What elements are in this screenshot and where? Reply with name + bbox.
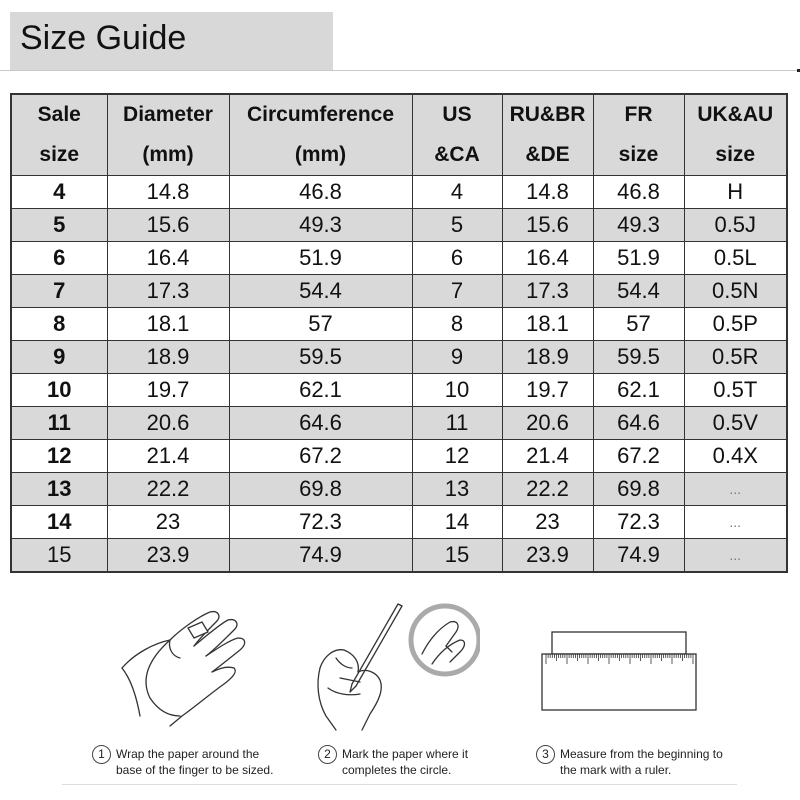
table-cell: 64.6 [229, 407, 412, 440]
column-header: RU&BR &DE [502, 94, 593, 176]
table-cell: 16.4 [502, 242, 593, 275]
step-text: Mark the paper where it completes the circle. [342, 747, 469, 777]
table-cell: 62.1 [229, 374, 412, 407]
table-cell: 0.5V [684, 407, 787, 440]
table-cell: 57 [229, 308, 412, 341]
table-row [11, 407, 787, 440]
table-cell: 64.6 [593, 407, 684, 440]
column-header: FR size [593, 94, 684, 176]
table-cell: 67.2 [593, 440, 684, 473]
table-row [11, 374, 787, 407]
table-cell: ... [684, 506, 787, 539]
table-cell: 18.9 [502, 341, 593, 374]
table-cell: 22.2 [107, 473, 229, 506]
column-header: UK&AU size [684, 94, 787, 176]
table-cell: 20.6 [107, 407, 229, 440]
table-cell: 5 [11, 209, 107, 242]
table-cell: 11 [11, 407, 107, 440]
table-cell: 18.9 [107, 341, 229, 374]
table-cell: 5 [412, 209, 502, 242]
table-cell: 59.5 [229, 341, 412, 374]
table-cell: ... [684, 473, 787, 506]
pen-mark-icon [300, 598, 480, 733]
table-cell: 4 [11, 176, 107, 209]
column-header: Sale size [11, 94, 107, 176]
column-header: Diameter (mm) [107, 94, 229, 176]
table-cell: 54.4 [593, 275, 684, 308]
step-text: Measure from the beginning to the mark with a ruler. [560, 747, 723, 777]
table-cell: 0.5N [684, 275, 787, 308]
table-cell: 18.1 [502, 308, 593, 341]
table-cell: 46.8 [593, 176, 684, 209]
table-cell: 15 [11, 539, 107, 573]
bottom-divider [62, 784, 737, 785]
table-cell: 20.6 [502, 407, 593, 440]
table-cell: H [684, 176, 787, 209]
table-cell: 51.9 [593, 242, 684, 275]
table-cell: 13 [412, 473, 502, 506]
table-cell: 9 [11, 341, 107, 374]
table-cell: 23 [107, 506, 229, 539]
table-cell: 8 [11, 308, 107, 341]
table-cell: 0.5L [684, 242, 787, 275]
ruler-icon [540, 598, 700, 733]
table-row [11, 275, 787, 308]
table-row [11, 209, 787, 242]
table-cell: 23 [502, 506, 593, 539]
table-cell: 7 [412, 275, 502, 308]
hand-wrap-icon [110, 598, 260, 733]
table-cell: 21.4 [502, 440, 593, 473]
table-cell: 15.6 [502, 209, 593, 242]
table-body [11, 176, 787, 573]
table-cell: 46.8 [229, 176, 412, 209]
table-row [11, 176, 787, 209]
table-cell: 54.4 [229, 275, 412, 308]
step-number-badge: 2 [318, 745, 337, 764]
table-row [11, 242, 787, 275]
table-cell: 49.3 [229, 209, 412, 242]
table-cell: 74.9 [229, 539, 412, 573]
size-table [10, 93, 788, 573]
table-cell: 51.9 [229, 242, 412, 275]
table-cell: 7 [11, 275, 107, 308]
table-cell: 15.6 [107, 209, 229, 242]
table-cell: 21.4 [107, 440, 229, 473]
table-cell: 0.5J [684, 209, 787, 242]
table-row [11, 473, 787, 506]
table-cell: 62.1 [593, 374, 684, 407]
title-bar [10, 12, 333, 70]
table-cell: 59.5 [593, 341, 684, 374]
table-cell: 12 [11, 440, 107, 473]
table-cell: 18.1 [107, 308, 229, 341]
table-cell: 67.2 [229, 440, 412, 473]
step-text: Wrap the paper around the base of the finger to be sized. [116, 747, 274, 777]
table-cell: 6 [11, 242, 107, 275]
step-number-badge: 1 [92, 745, 111, 764]
title-divider [0, 70, 798, 71]
table-row [11, 308, 787, 341]
table-cell: 16.4 [107, 242, 229, 275]
page-title: Size Guide [20, 19, 187, 57]
table-cell: 72.3 [229, 506, 412, 539]
table-cell: 9 [412, 341, 502, 374]
table-cell: ... [684, 539, 787, 573]
table-cell: 19.7 [107, 374, 229, 407]
table-cell: 0.4X [684, 440, 787, 473]
table-cell: 14 [11, 506, 107, 539]
table-cell: 69.8 [593, 473, 684, 506]
table-cell: 17.3 [502, 275, 593, 308]
table-cell: 74.9 [593, 539, 684, 573]
table-cell: 0.5P [684, 308, 787, 341]
step-number-badge: 3 [536, 745, 555, 764]
table-cell: 19.7 [502, 374, 593, 407]
column-header: Circumference (mm) [229, 94, 412, 176]
table-cell: 69.8 [229, 473, 412, 506]
table-cell: 15 [412, 539, 502, 573]
table-cell: 57 [593, 308, 684, 341]
table-cell: 11 [412, 407, 502, 440]
table-cell: 12 [412, 440, 502, 473]
table-cell: 72.3 [593, 506, 684, 539]
table-cell: 8 [412, 308, 502, 341]
table-row [11, 440, 787, 473]
table-cell: 6 [412, 242, 502, 275]
table-cell: 0.5T [684, 374, 787, 407]
table-cell: 49.3 [593, 209, 684, 242]
table-row [11, 506, 787, 539]
table-cell: 14.8 [107, 176, 229, 209]
table-cell: 13 [11, 473, 107, 506]
table-cell: 22.2 [502, 473, 593, 506]
table-row [11, 341, 787, 374]
table-cell: 23.9 [502, 539, 593, 573]
table-cell: 14 [412, 506, 502, 539]
table-row [11, 539, 787, 573]
table-header-row [11, 94, 787, 176]
table-cell: 4 [412, 176, 502, 209]
table-cell: 10 [11, 374, 107, 407]
table-cell: 0.5R [684, 341, 787, 374]
table-cell: 23.9 [107, 539, 229, 573]
table-cell: 10 [412, 374, 502, 407]
column-header: US &CA [412, 94, 502, 176]
table-cell: 14.8 [502, 176, 593, 209]
table-cell: 17.3 [107, 275, 229, 308]
